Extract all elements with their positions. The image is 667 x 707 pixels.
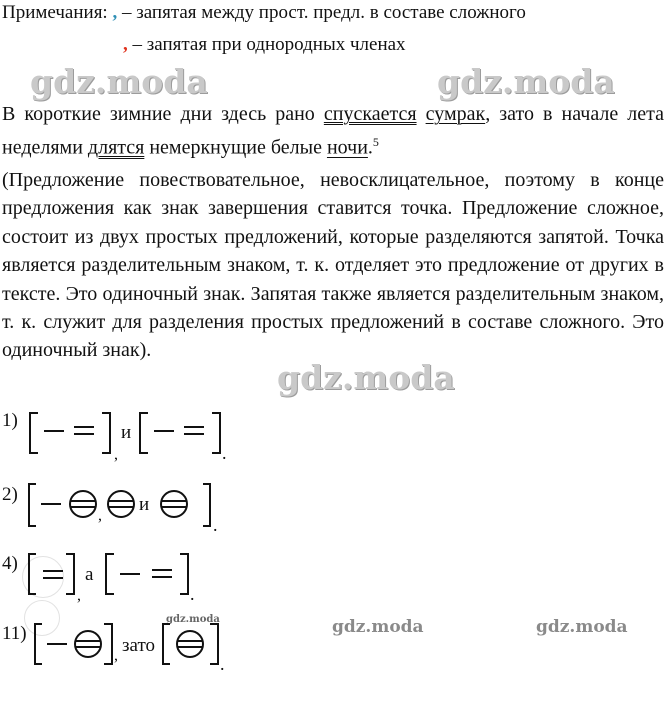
homogeneous-predicate-3	[161, 491, 187, 517]
svg-text:.: .	[220, 654, 225, 674]
scheme-2-number: 2)	[2, 484, 18, 505]
sentence-part: немеркнущие белые	[144, 137, 327, 160]
watermark-bottom-center: gdz.moda	[332, 617, 424, 637]
predicate-mark	[43, 571, 63, 578]
blue-comma-sign: ,	[112, 2, 118, 23]
svg-text:,: ,	[77, 587, 81, 604]
note-text-homogeneous-comma: – запятая при однородных членах	[132, 34, 406, 55]
scheme-2-conj: и	[139, 494, 150, 515]
watermark-tiny: gdz.moda	[166, 614, 220, 625]
svg-text:.: .	[222, 443, 227, 463]
predicate-mark	[184, 427, 204, 434]
svg-text:,: ,	[114, 647, 118, 664]
footnote-mark: 5	[372, 135, 379, 150]
scheme-11-diagram	[32, 618, 232, 678]
note-line-1	[2, 2, 526, 24]
sentence-part	[417, 103, 426, 125]
clause-1-brackets	[30, 413, 110, 453]
notes-label: Примечания:	[2, 2, 108, 23]
watermark-bottom-right: gdz.moda	[536, 617, 628, 637]
svg-text:,: ,	[98, 507, 102, 524]
example-sentence	[2, 100, 664, 162]
note-line-2	[123, 34, 406, 56]
clause-2-brackets	[163, 624, 218, 664]
svg-text:,: ,	[114, 446, 118, 463]
predicate-circle-mark	[177, 631, 203, 657]
scheme-11-number: 11)	[2, 623, 27, 644]
sentence-part: , зато в начале лета неделями	[2, 103, 665, 160]
scheme-2-diagram	[26, 478, 236, 538]
sentence-part: В короткие зимние дни здесь рано	[2, 103, 324, 125]
sentence-end: .	[367, 137, 373, 160]
scheme-1-number: 1)	[2, 410, 18, 431]
predicate-1: спускается	[323, 103, 417, 125]
scheme-4-number: 4)	[2, 553, 18, 574]
analysis-paragraph: (Предложение повествовательное, невосклицательное, поэтому в конце предложения как знак завершения ставится точка. Предложение сложное, состоит из двух простых предложений, которые разделяются запятой. Точка является разделительным знаком, т. к. отделяет это предложение от других в тексте. Это одиночный знак. Запятая также является разделительным знаком, т. к. служит для разделения простых предложений в составе сложного. Это одиночный знак).	[2, 169, 664, 362]
predicate-2: длятся	[87, 137, 145, 160]
svg-text:.: .	[213, 515, 218, 535]
clause-1-brackets	[29, 554, 74, 594]
homogeneous-predicate-1	[70, 491, 96, 517]
scheme-1-conj: и	[121, 422, 132, 443]
predicate-mark	[74, 427, 94, 434]
predicate-circle-mark	[75, 631, 101, 657]
watermark-right: gdz.moda	[437, 62, 615, 101]
red-comma-sign: ,	[123, 34, 128, 55]
scheme-4-conj: а	[85, 564, 94, 585]
clause-2-brackets	[140, 413, 220, 453]
svg-text:.: .	[190, 584, 195, 604]
clause-2-brackets	[106, 554, 188, 594]
homogeneous-predicate-2	[108, 491, 134, 517]
watermark-center: gdz.moda	[277, 358, 455, 397]
scheme-1-diagram	[26, 405, 246, 465]
subject-1: сумрак	[425, 103, 486, 125]
subject-2: ночи	[326, 137, 368, 160]
watermark-left: gdz.moda	[30, 62, 208, 101]
scheme-4-diagram	[26, 548, 216, 608]
note-text-clause-comma: – запятая между прост. предл. в составе сложного	[121, 2, 526, 23]
scheme-11-conj: зато	[122, 635, 155, 656]
predicate-mark	[152, 570, 172, 577]
